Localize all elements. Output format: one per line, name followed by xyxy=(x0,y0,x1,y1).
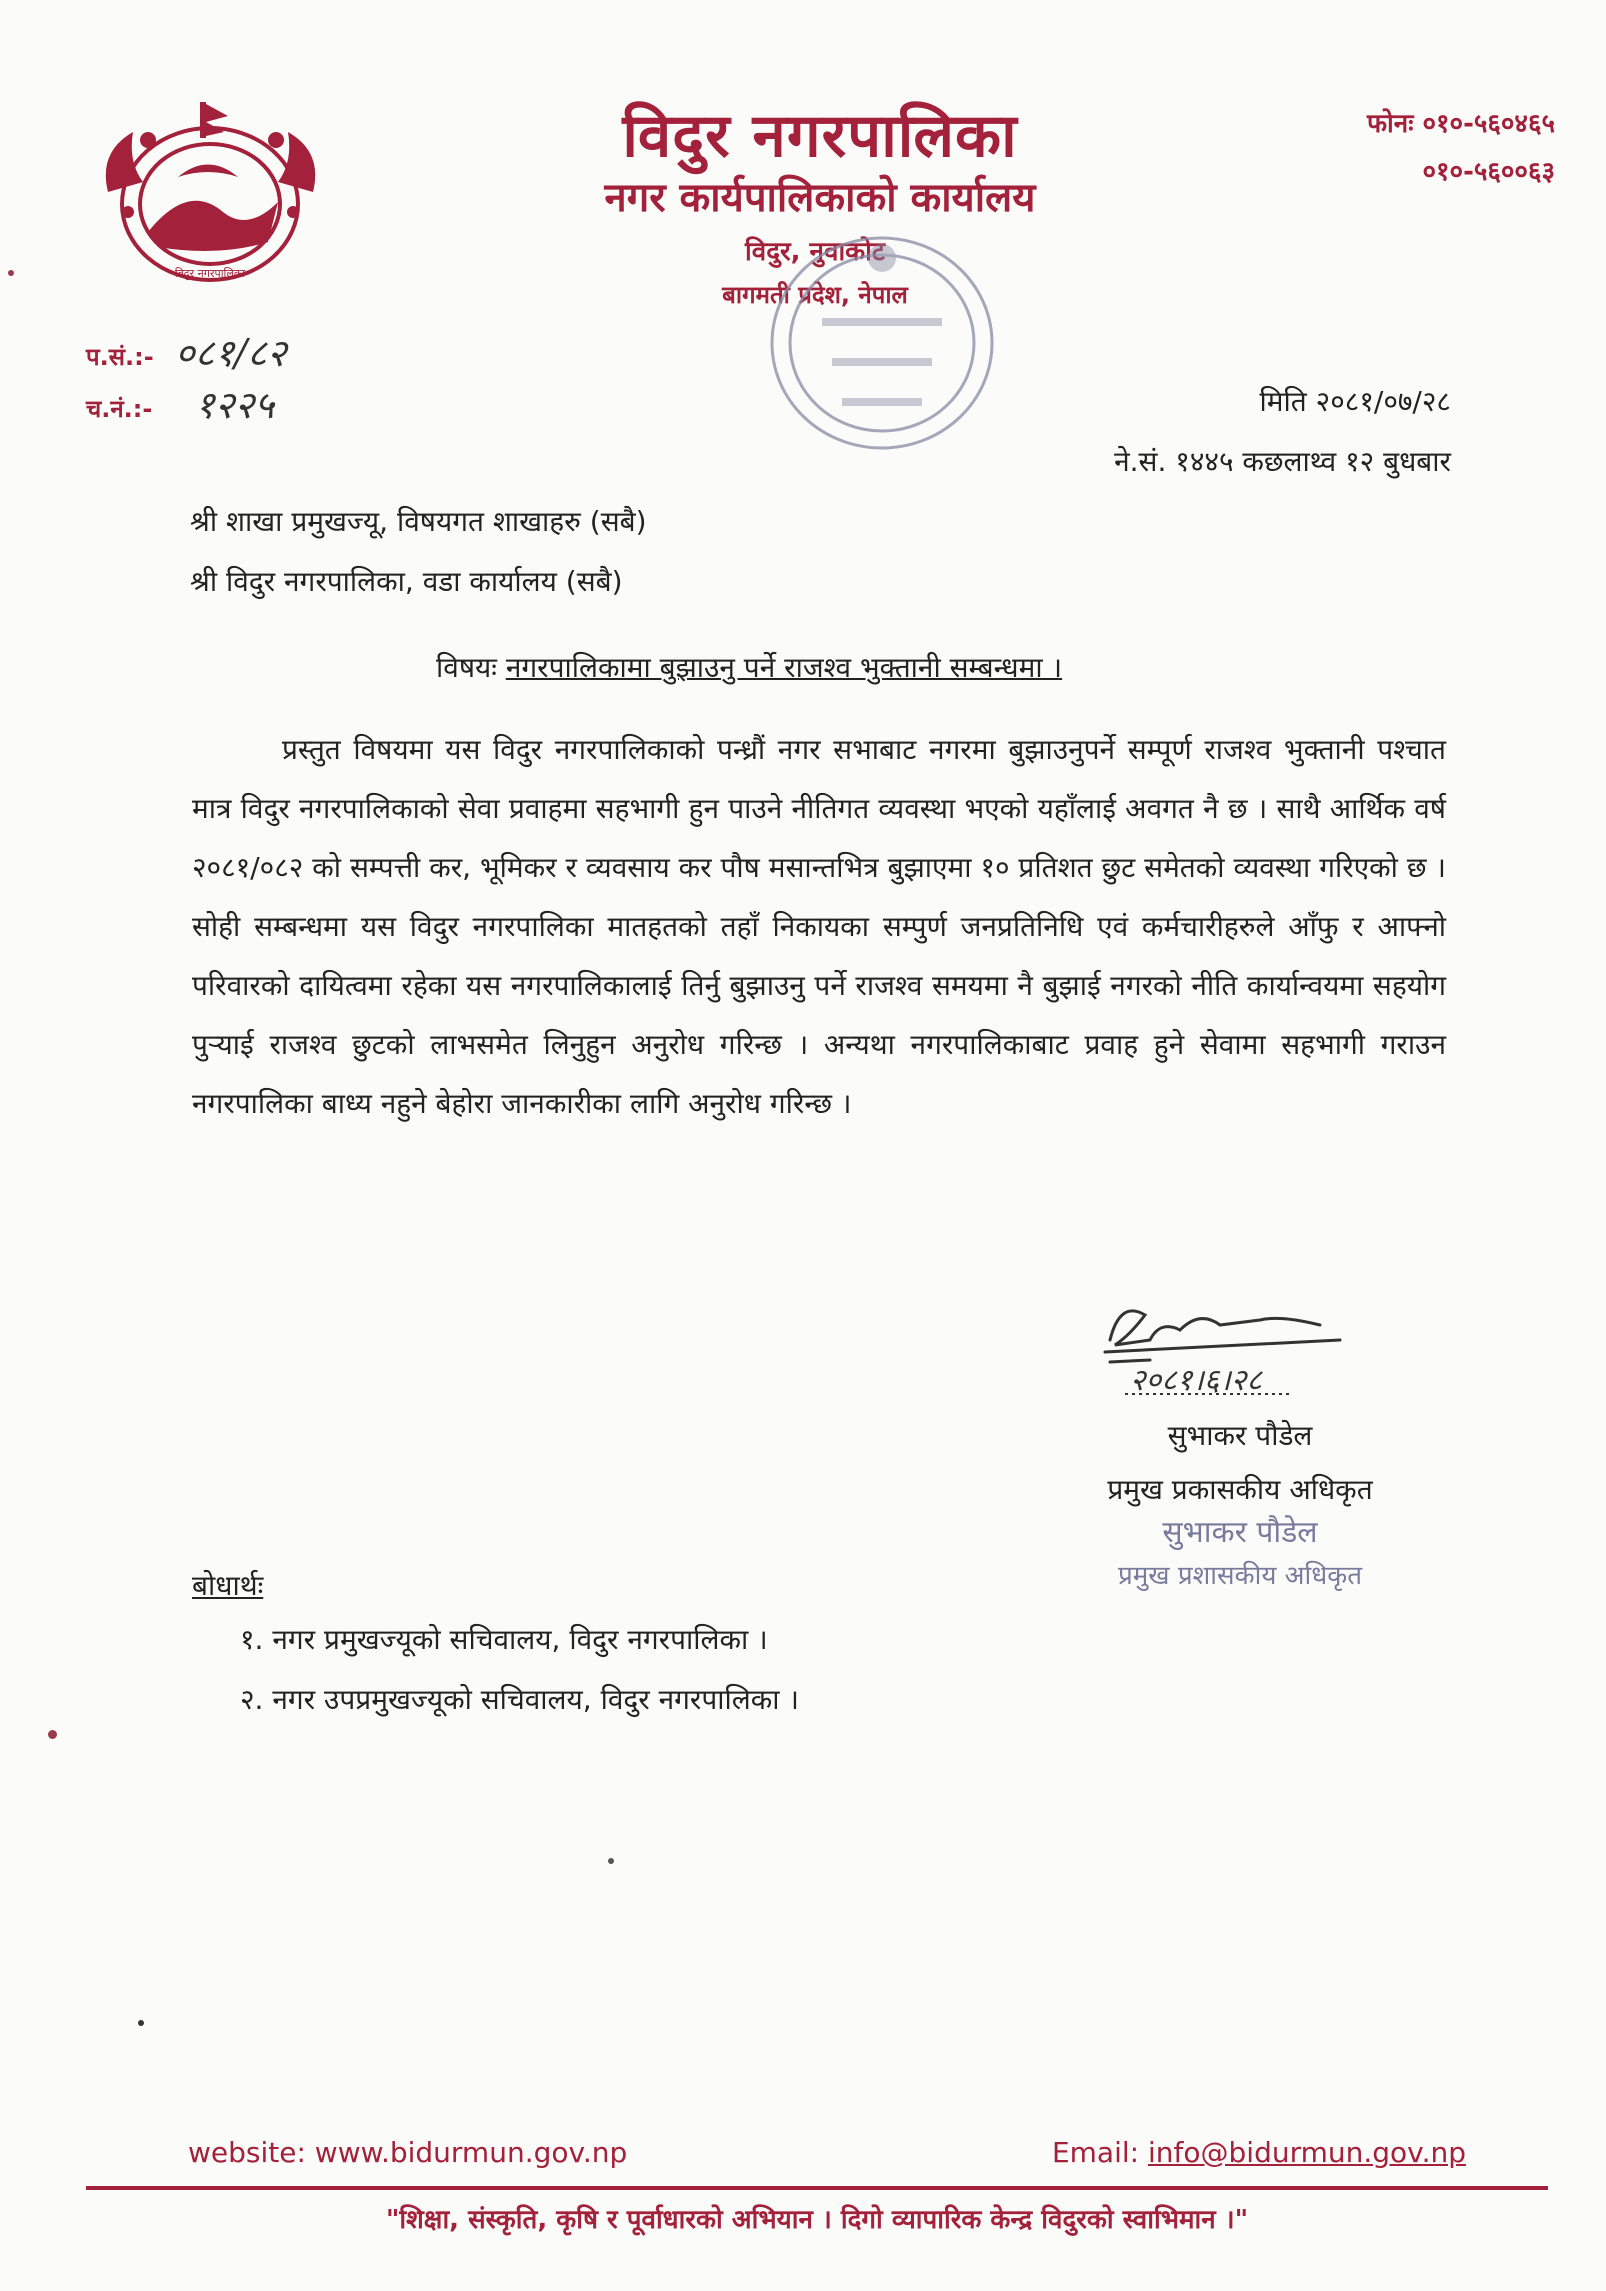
scan-speck xyxy=(48,1730,57,1739)
date-line-2: ने.सं. १४४५ कछलाथ्व १२ बुधबार xyxy=(1114,445,1451,478)
logo-caption: विदुर नगरपालिका xyxy=(174,267,246,280)
footer-website[interactable]: website: www.bidurmun.gov.np xyxy=(188,2136,628,2169)
email-label: Email: xyxy=(1051,2136,1148,2169)
letter-body: प्रस्तुत विषयमा यस विदुर नगरपालिकाको पन्ध्रौं नगर सभाबाट नगरमा बुझाउनुपर्ने सम्पूर्ण राजश्व भुक्तानी पश्चात मात्र विदुर नगरपालिकाको सेवा प्रवाहमा सहभागी हुन पाउने नीतिगत व्यवस्था भएको यहाँलाई अवगत नै छ । साथै आर्थिक वर्ष २०८१/०८२ को सम्पत्ती कर, भूमिकर र व्यवसाय कर पौष मसान्तभित्र बुझाएमा १० प्रतिशत छुट समेतको व्यवस्था गरिएको छ । सोही सम्बन्धमा यस विदुर नगरपालिका मातहतको तहाँ निकायका सम्पुर्ण जनप्रतिनिधि एवं कर्मचारीहरुले आँफु र आफ्नो परिवारको दायित्वमा रहेका यस नगरपालिकालाई तिर्नु बुझाउनु पर्ने राजश्व समयमा नै बुझाई नगरको नीति कार्यान्वयमा सहयोग पुर्‍याई राजश्व छुटको लाभसमेत लिनुहुन अनुरोध गरिन्छ । अन्यथा नगरपालिकाबाट प्रवाह हुने सेवामा सहभागी गराउन नगरपालिका बाध्य नहुने बेहोरा जानकारीका लागि अनुरोध गरिन्छ । xyxy=(192,733,1446,1120)
handwritten-signature xyxy=(1090,1290,1380,1400)
subject-text: नगरपालिकामा बुझाउनु पर्ने राजश्व भुक्तानी सम्बन्धमा । xyxy=(505,651,1063,684)
municipality-title: विदुर नगरपालिका xyxy=(622,101,1018,171)
cc-item-1: १. नगर प्रमुखज्यूको सचिवालय, विदुर नगरपालिका । xyxy=(240,1623,768,1656)
scan-speck xyxy=(8,270,14,276)
signatory-name: सुभाकर पौडेल xyxy=(1167,1419,1313,1452)
phone-number-1: ०१०-५६०४६५ xyxy=(1422,109,1555,139)
subject-label: विषयः xyxy=(436,651,497,684)
email-link[interactable]: info@bidurmun.gov.np xyxy=(1148,2136,1466,2169)
scan-speck xyxy=(138,2020,144,2026)
office-subtitle: नगर कार्यपालिकाको कार्यालय xyxy=(604,175,1036,221)
cn-label: च.नं.:- xyxy=(86,395,153,423)
ps-value: ०८१/८२ xyxy=(175,331,287,375)
footer-slogan: "शिक्षा, संस्कृति, कृषि र पूर्वाधारको अभियान । दिगो व्यापारिक केन्द्र विदुरको स्वाभिमान ।" xyxy=(385,2205,1249,2235)
cc-item-2: २. नगर उपप्रमुखज्यूको सचिवालय, विदुर नगरपालिका । xyxy=(240,1683,800,1716)
province-text: बागमती प्रदेश, नेपाल xyxy=(722,281,908,309)
office-seal-stamp xyxy=(752,218,1012,468)
recipient-2: श्री विदुर नगरपालिका, वडा कार्यालय (सबै) xyxy=(190,565,623,598)
cn-value: १२२५ xyxy=(195,383,275,427)
recipient-1: श्री शाखा प्रमुखज्यू, विषयगत शाखाहरु (सबै) xyxy=(190,505,647,538)
footer-email xyxy=(1052,2136,1466,2169)
ps-label: प.सं.:- xyxy=(86,343,154,371)
cc-title: बोधार्थः xyxy=(192,1569,264,1602)
stamp-name: सुभाकर पौडेल xyxy=(1162,1515,1318,1550)
footer-divider xyxy=(86,2186,1548,2190)
nepal-emblem-logo xyxy=(88,92,333,302)
scan-speck xyxy=(608,1858,614,1864)
phone-line-1 xyxy=(1215,104,1555,140)
phone-number-2: ०१०-५६००६३ xyxy=(1422,157,1555,187)
signatory-designation: प्रमुख प्रकासकीय अधिकृत xyxy=(1107,1473,1373,1506)
stamp-designation: प्रमुख प्रशासकीय अधिकृत xyxy=(1117,1561,1363,1591)
date-line-1: मिति २०८१/०७/२८ xyxy=(1259,385,1451,418)
phone-label: फोनः xyxy=(1366,109,1414,139)
subject-line xyxy=(436,648,1062,686)
location-text: विदुर, नुवाकोट xyxy=(745,237,885,267)
signature-date: २०८१।६।२८ xyxy=(1130,1363,1262,1398)
